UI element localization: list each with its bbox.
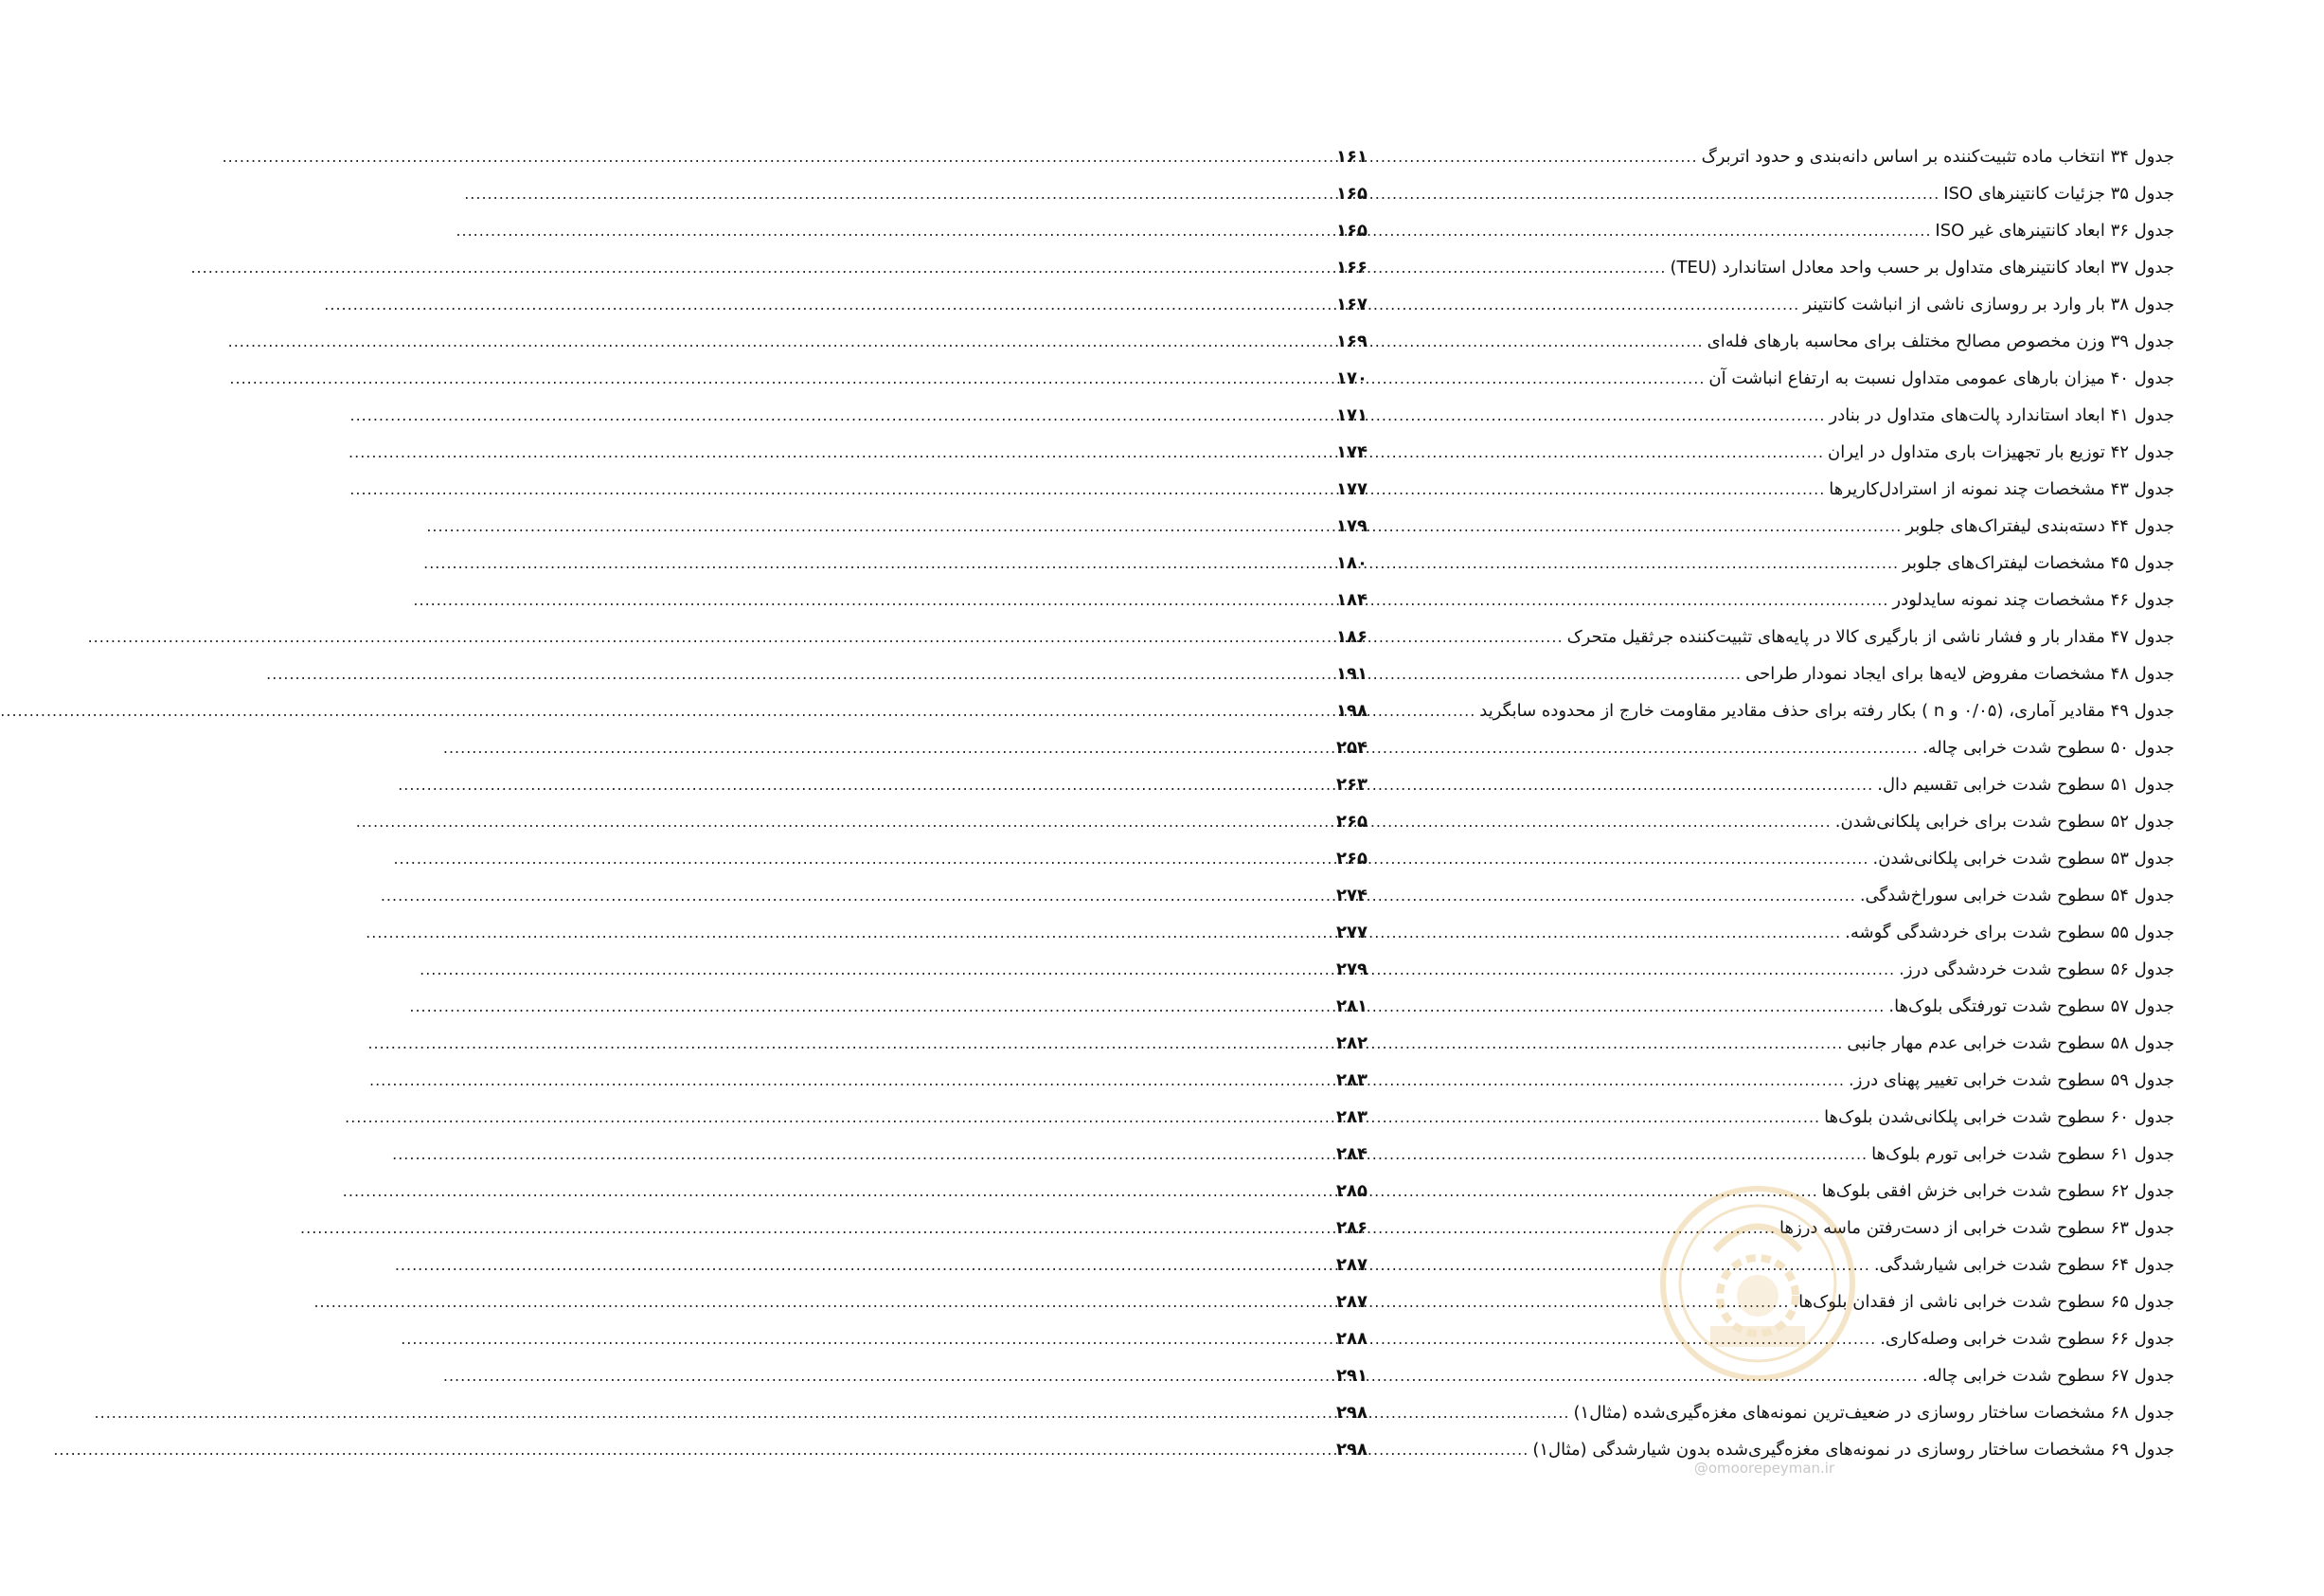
toc-entry-number: ۴۹ [2110, 701, 2129, 721]
toc-entry-title: سطوح شدت خرابی پلکانی‌شدن. [1872, 849, 2105, 869]
dot-leader [1374, 729, 1919, 766]
dot-leader [1374, 323, 1704, 360]
toc-entry-number: ۵۶ [2110, 959, 2129, 979]
toc-entry-page: ۱۶۷ [1336, 295, 1368, 314]
toc-entry-title: سطوح شدت برای خرابی پلکانی‌شدن. [1834, 812, 2105, 832]
toc-entry-text [1475, 692, 2174, 729]
toc-entry-number: ۳۶ [2110, 221, 2129, 241]
toc-entry-text [1824, 434, 2174, 471]
toc-entry-text [1885, 988, 2174, 1025]
toc-entry[interactable] [1336, 951, 2174, 988]
toc-entry[interactable] [1336, 692, 2174, 729]
toc-entry-page: ۲۸۴ [1336, 1144, 1368, 1164]
toc-entry-title: مقدار بار و فشار ناشی از بارگیری کالا در پایه‌های تثبیت‌کننده جرثقیل متحرک [1566, 627, 2105, 647]
dot-leader [1374, 1136, 1868, 1173]
toc-entry-number: ۵۲ [2110, 812, 2129, 832]
toc-entry-label: جدول [2134, 812, 2174, 832]
toc-entry-label: جدول [2134, 442, 2174, 462]
toc-entry[interactable] [1336, 840, 2174, 877]
toc-entry[interactable] [1336, 212, 2174, 249]
toc-entry-label: جدول [2134, 479, 2174, 499]
toc-entry-title: سطوح شدت خرابی چاله. [1922, 738, 2105, 758]
toc-entry-label: جدول [2134, 775, 2174, 795]
toc-entry[interactable] [1336, 323, 2174, 360]
toc-entry-title: مشخصات مفروض لایه‌ها برای ایجاد نمودار طراحی [1745, 664, 2105, 684]
toc-entry-label: جدول [2134, 849, 2174, 869]
toc-entry-page: ۲۸۳ [1336, 1070, 1368, 1090]
toc-entry-number: ۵۰ [2110, 738, 2129, 758]
toc-entry-title: سطوح شدت خرابی شیارشدگی. [1873, 1255, 2105, 1275]
dot-leader [1374, 138, 1698, 175]
dot-leader [1374, 655, 1742, 692]
dot-leader [1374, 988, 1885, 1025]
toc-entry-label: جدول [2134, 1329, 2174, 1349]
toc-entry[interactable] [1336, 766, 2174, 803]
toc-entry[interactable] [1336, 1099, 2174, 1136]
toc-entry-label: جدول [2134, 221, 2174, 241]
toc-entry-page: ۲۶۵ [1336, 849, 1368, 869]
toc-entry[interactable] [1336, 249, 2174, 286]
toc-entry-title: سطوح شدت خرابی عدم مهار جانبی [1847, 1033, 2105, 1053]
toc-entry-label: جدول [2134, 1403, 2174, 1423]
toc-entry-page: ۲۶۳ [1336, 775, 1368, 795]
toc-entry[interactable] [1336, 434, 2174, 471]
dot-leader [1374, 360, 1705, 397]
toc-entry-number: ۶۴ [2110, 1255, 2129, 1275]
toc-entry-number: ۴۱ [2110, 405, 2129, 425]
toc-entry-label: جدول [2134, 590, 2174, 610]
toc-entry-title: انتخاب ماده تثبیت‌کننده بر اساس دانه‌بندی و حدود اتربرگ [1701, 147, 2105, 167]
toc-entry-title: دسته‌بندی لیفتراک‌های جلوبر [1905, 516, 2105, 536]
toc-entry-label: جدول [2134, 1440, 2174, 1460]
toc-entry-title: ابعاد کانتینرهای غیر ISO [1935, 221, 2105, 241]
toc-entry-text [1776, 1210, 2174, 1246]
toc-entry[interactable] [1336, 1173, 2174, 1210]
dot-leader [1374, 840, 1868, 877]
dot-leader [1374, 1099, 1820, 1136]
toc-entry[interactable] [1336, 1320, 2174, 1357]
dot-leader [1374, 1246, 1870, 1283]
toc-entry-text [1820, 1099, 2174, 1136]
dot-leader [1374, 914, 1841, 951]
toc-entry-title: سطوح شدت خرابی چاله. [1922, 1366, 2105, 1386]
toc-entry-label: جدول [2134, 738, 2174, 758]
toc-entry-text [1868, 840, 2174, 877]
toc-entry-page: ۱۷۰ [1336, 368, 1368, 388]
dot-leader [1374, 1320, 1876, 1357]
toc-entry-label: جدول [2134, 1218, 2174, 1238]
toc-entry-number: ۴۷ [2110, 627, 2129, 647]
dot-leader [1374, 1025, 1843, 1062]
toc-entry-page: ۲۸۳ [1336, 1107, 1368, 1127]
toc-entry-label: جدول [2134, 1292, 2174, 1312]
toc-entry-title: سطوح شدت خردشدگی درز. [1899, 959, 2105, 979]
toc-entry[interactable] [1336, 803, 2174, 840]
toc-entry-label: جدول [2134, 258, 2174, 278]
toc-entry-label: جدول [2134, 996, 2174, 1016]
dot-leader [1374, 877, 1856, 914]
toc-entry-page: ۲۹۸ [1336, 1403, 1368, 1423]
toc-entry-page: ۱۹۸ [1336, 701, 1368, 721]
toc-entry-number: ۴۴ [2110, 516, 2129, 536]
toc-entry-page: ۱۶۹ [1336, 332, 1368, 351]
toc-entry-label: جدول [2134, 368, 2174, 388]
toc-entry-number: ۶۸ [2110, 1403, 2129, 1423]
toc-entry-number: ۴۳ [2110, 479, 2129, 499]
toc-entry-title: ابعاد استاندارد پالت‌های متداول در بنادر [1829, 405, 2105, 425]
toc-entry-title: جزئیات کانتینرهای ISO [1943, 184, 2105, 204]
toc-entry-page: ۱۸۴ [1336, 590, 1368, 610]
toc-entry-label: جدول [2134, 1107, 2174, 1127]
toc-entry-page: ۱۶۱ [1336, 147, 1368, 167]
toc-entry-number: ۵۴ [2110, 886, 2129, 906]
toc-entry-text [1895, 951, 2174, 988]
toc-entry-title: میزان بارهای عمومی متداول نسبت به ارتفاع انباشت آن [1708, 368, 2105, 388]
toc-entry-title: توزیع بار تجهیزات باری متداول در ایران [1828, 442, 2105, 462]
toc-entry-text [1940, 175, 2174, 212]
toc-entry-text [1902, 508, 2174, 545]
toc-entry-page: ۲۸۱ [1336, 996, 1368, 1016]
toc-entry-title: مشخصات ساختار روسازی در ضعیف‌ترین نمونه‌های مغزه‌گیری‌شده (مثال۱) [1573, 1403, 2105, 1423]
toc-entry-title: سطوح شدت خرابی پلکانی‌شدن بلوک‌ها [1824, 1107, 2105, 1127]
toc-entry-label: جدول [2134, 1144, 2174, 1164]
toc-entry-number: ۶۶ [2110, 1329, 2129, 1349]
toc-entry-title: سطوح شدت خرابی وصله‌کاری. [1880, 1329, 2105, 1349]
toc-entry-number: ۶۹ [2110, 1440, 2129, 1460]
toc-entry-text [1570, 1394, 2174, 1431]
toc-entry-number: ۴۵ [2110, 553, 2129, 573]
toc-entry-label: جدول [2134, 1033, 2174, 1053]
toc-entry[interactable] [1336, 877, 2174, 914]
toc-entry-text [1870, 1246, 2174, 1283]
toc-entry-title: سطوح شدت خرابی سوراخ‌شدگی. [1859, 886, 2105, 906]
toc-entry-number: ۶۰ [2110, 1107, 2129, 1127]
toc-entry-label: جدول [2134, 332, 2174, 351]
toc-entry-title: سطوح شدت خرابی تورم بلوک‌ها [1871, 1144, 2105, 1164]
toc-entry-label: جدول [2134, 886, 2174, 906]
dot-leader [1374, 619, 1564, 655]
toc-entry-page: ۲۸۷ [1336, 1292, 1368, 1312]
toc-entry-text [1856, 877, 2174, 914]
toc-entry-number: ۶۵ [2110, 1292, 2129, 1312]
toc-entry[interactable] [1336, 1136, 2174, 1173]
toc-entry-label: جدول [2134, 959, 2174, 979]
dot-leader [1374, 692, 1475, 729]
dot-leader [1374, 434, 1824, 471]
toc-entry-title: بار وارد بر روسازی ناشی از انباشت کانتینر [1803, 295, 2105, 314]
toc-entry-number: ۵۹ [2110, 1070, 2129, 1090]
dot-leader [1374, 1394, 1570, 1431]
toc-entry[interactable] [1336, 619, 2174, 655]
toc-entry-page: ۲۸۷ [1336, 1255, 1368, 1275]
toc-entry-label: جدول [2134, 701, 2174, 721]
dot-leader [1374, 951, 1895, 988]
toc-entry-page: ۲۸۸ [1336, 1329, 1368, 1349]
dot-leader [1374, 582, 1888, 619]
toc-entry-page: ۱۶۶ [1336, 258, 1368, 278]
toc-entry[interactable] [1336, 1283, 2174, 1320]
toc-entry-label: جدول [2134, 295, 2174, 314]
toc-entry[interactable] [1336, 508, 2174, 545]
toc-entry-title: سطوح شدت خرابی ناشی از فقدان بلوک‌ها. [1793, 1292, 2105, 1312]
dot-leader [1374, 545, 1899, 582]
toc-entry-page: ۲۸۶ [1336, 1218, 1368, 1238]
toc-entry-label: جدول [2134, 147, 2174, 167]
toc-entry-title: سطوح شدت خرابی تقسیم دال. [1877, 775, 2105, 795]
toc-entry-title: مشخصات چند نمونه از استرادل‌کاریرها [1829, 479, 2105, 499]
toc-entry[interactable] [1336, 397, 2174, 434]
toc-entry[interactable] [1336, 1394, 2174, 1431]
toc-entry-page: ۲۶۵ [1336, 812, 1368, 832]
toc-entry-number: ۵۱ [2110, 775, 2129, 795]
dot-leader [1374, 471, 1825, 508]
toc-entry-text [1873, 766, 2174, 803]
toc-entry[interactable] [1336, 1357, 2174, 1394]
toc-entry[interactable] [1336, 138, 2174, 175]
dot-leader [1374, 1357, 1919, 1394]
toc-entry-text [1841, 914, 2174, 951]
toc-entry-text [1845, 1062, 2174, 1099]
toc-entry-number: ۶۷ [2110, 1366, 2129, 1386]
toc-entry-number: ۴۲ [2110, 442, 2129, 462]
toc-entry-page: ۲۷۹ [1336, 959, 1368, 979]
toc-entry-text [1789, 1283, 2174, 1320]
dot-leader [1374, 249, 1666, 286]
toc-entry-page: ۱۶۵ [1336, 221, 1368, 241]
dot-leader [1374, 212, 1931, 249]
dot-leader [1374, 766, 1873, 803]
toc-entry-number: ۵۷ [2110, 996, 2129, 1016]
toc-entry-text [1666, 249, 2174, 286]
toc-entry-number: ۵۵ [2110, 923, 2129, 942]
toc-entry-label: جدول [2134, 184, 2174, 204]
toc-entry-page: ۱۸۶ [1336, 627, 1368, 647]
toc-entry[interactable] [1336, 655, 2174, 692]
toc-entry-label: جدول [2134, 664, 2174, 684]
toc-entry-number: ۶۳ [2110, 1218, 2129, 1238]
table-of-tables [1336, 138, 2174, 1468]
watermark-url: @omoorepeyman.ir [1693, 1460, 1835, 1477]
dot-leader [1374, 1062, 1845, 1099]
toc-entry[interactable] [1336, 988, 2174, 1025]
toc-entry-page: ۲۸۵ [1336, 1181, 1368, 1201]
toc-entry-number: ۴۶ [2110, 590, 2129, 610]
toc-entry-text [1843, 1025, 2174, 1062]
toc-entry-number: ۳۵ [2110, 184, 2129, 204]
toc-entry-page: ۱۷۷ [1336, 479, 1368, 499]
toc-entry-number: ۶۱ [2110, 1144, 2129, 1164]
toc-entry-text [1832, 803, 2174, 840]
toc-entry-page: ۲۸۲ [1336, 1033, 1368, 1053]
toc-entry-text [1704, 323, 2174, 360]
toc-entry-page: ۲۹۸ [1336, 1440, 1368, 1460]
toc-entry-text [1899, 545, 2174, 582]
toc-entry-label: جدول [2134, 923, 2174, 942]
toc-entry-text [1888, 582, 2174, 619]
toc-entry-text [1826, 397, 2175, 434]
toc-entry-label: جدول [2134, 1255, 2174, 1275]
toc-entry-title: سطوح شدت خرابی خزش افقی بلوک‌ها [1821, 1181, 2105, 1201]
toc-entry-number: ۶۲ [2110, 1181, 2129, 1201]
toc-entry[interactable] [1336, 1246, 2174, 1283]
toc-entry-label: جدول [2134, 1366, 2174, 1386]
toc-entry[interactable] [1336, 545, 2174, 582]
toc-entry-title: وزن مخصوص مصالح مختلف برای محاسبه بارهای فله‌ای [1707, 332, 2105, 351]
toc-entry-page: ۱۶۵ [1336, 184, 1368, 204]
toc-entry-text [1818, 1173, 2174, 1210]
toc-entry-label: جدول [2134, 627, 2174, 647]
toc-entry-label: جدول [2134, 1070, 2174, 1090]
dot-leader [1374, 1283, 1789, 1320]
toc-entry-title: سطوح شدت خرابی تغییر پهنای درز. [1848, 1070, 2105, 1090]
toc-entry[interactable] [1336, 1062, 2174, 1099]
toc-entry-title: مشخصات چند نمونه سایدلودر [1892, 590, 2105, 610]
dot-leader [1374, 803, 1832, 840]
toc-entry-text [1564, 619, 2174, 655]
toc-entry[interactable] [1336, 286, 2174, 323]
toc-entry-page: ۲۹۱ [1336, 1366, 1368, 1386]
toc-entry-number: ۵۸ [2110, 1033, 2129, 1053]
toc-entry[interactable] [1336, 175, 2174, 212]
toc-entry-text [1931, 212, 2174, 249]
toc-entry-page: ۱۸۰ [1336, 553, 1368, 573]
toc-entry-title: سطوح شدت تورفتگی بلوک‌ها. [1888, 996, 2105, 1016]
toc-entry-page: ۱۷۱ [1336, 405, 1368, 425]
toc-entry-title: مشخصات لیفتراک‌های جلوبر [1903, 553, 2105, 573]
dot-leader [1374, 397, 1826, 434]
toc-entry-page: ۲۷۷ [1336, 923, 1368, 942]
toc-entry-text [1698, 138, 2174, 175]
toc-entry-text [1799, 286, 2174, 323]
toc-entry-text [1742, 655, 2174, 692]
toc-entry[interactable] [1336, 914, 2174, 951]
dot-leader [1374, 286, 1799, 323]
toc-entry-number: ۳۴ [2110, 147, 2129, 167]
toc-entry-title: سطوح شدت خرابی از دست‌رفتن ماسه درزها [1779, 1218, 2105, 1238]
toc-entry-label: جدول [2134, 1181, 2174, 1201]
dot-leader [1374, 508, 1902, 545]
dot-leader [1374, 1431, 1528, 1468]
toc-entry-number: ۵۳ [2110, 849, 2129, 869]
toc-entry-number: ۳۸ [2110, 295, 2129, 314]
toc-entry-number: ۳۹ [2110, 332, 2129, 351]
toc-entry-label: جدول [2134, 405, 2174, 425]
toc-entry-text [1825, 471, 2174, 508]
toc-entry-number: ۴۸ [2110, 664, 2129, 684]
toc-entry-text [1919, 729, 2174, 766]
toc-entry-title: مقادیر آماری، (۰/۰۵ و n ) بکار رفته برای حذف مقادیر مقاومت خارج از محدوده سابگرید [1479, 701, 2105, 721]
toc-entry-page: ۱۷۴ [1336, 442, 1368, 462]
toc-entry-label: جدول [2134, 516, 2174, 536]
toc-entry-page: ۱۷۹ [1336, 516, 1368, 536]
dot-leader [1374, 1210, 1776, 1246]
dot-leader [1374, 1173, 1818, 1210]
toc-entry-text [1705, 360, 2174, 397]
toc-entry-page: ۲۷۴ [1336, 886, 1368, 906]
toc-entry[interactable] [1336, 729, 2174, 766]
toc-entry[interactable] [1336, 1210, 2174, 1246]
toc-entry-text [1876, 1320, 2174, 1357]
toc-entry-title: ابعاد کانتینرهای متداول بر حسب واحد معادل استاندارد (TEU) [1670, 258, 2105, 278]
toc-entry-text [1868, 1136, 2174, 1173]
toc-entry[interactable] [1336, 471, 2174, 508]
toc-entry[interactable] [1336, 1025, 2174, 1062]
toc-entry[interactable] [1336, 360, 2174, 397]
toc-entry-label: جدول [2134, 553, 2174, 573]
toc-entry-number: ۴۰ [2110, 368, 2129, 388]
toc-entry-title: سطوح شدت برای خردشدگی گوشه. [1845, 923, 2105, 942]
toc-entry-title: مشخصات ساختار روسازی در نمونه‌های مغزه‌گیری‌شده بدون شیارشدگی (مثال۱) [1532, 1440, 2105, 1460]
toc-entry-text [1919, 1357, 2174, 1394]
toc-entry-number: ۳۷ [2110, 258, 2129, 278]
toc-entry-page: ۱۹۱ [1336, 664, 1368, 684]
toc-entry[interactable] [1336, 582, 2174, 619]
dot-leader [1374, 175, 1940, 212]
toc-entry-page: ۲۵۴ [1336, 738, 1368, 758]
